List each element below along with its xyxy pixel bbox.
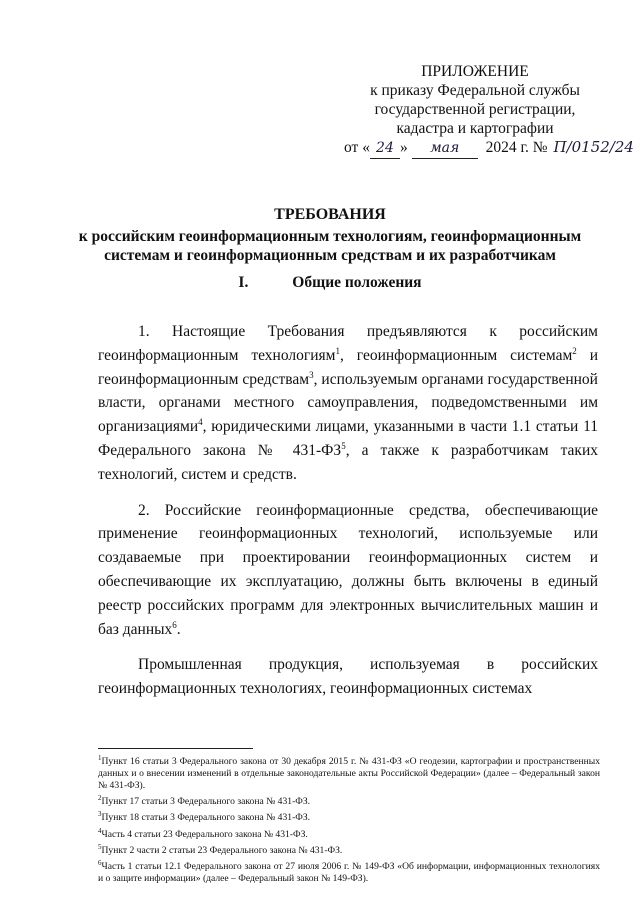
footnote-separator <box>98 748 253 749</box>
footnote-text: Пункт 16 статьи 3 Федерального закона от 30 декабря 2015 г. № 431-ФЗ «О геодезии, картографии и пространственных данных и о внесении изменений в отдельные законодательные акты Российской Федерации» (далее – Федеральный закон № 431-ФЗ). <box>98 756 600 792</box>
appendix-line-2: государственной регистрации, <box>374 101 576 118</box>
title-main: ТРЕБОВАНИЯ <box>274 206 386 223</box>
footnote-text: Часть 4 статьи 23 Федерального закона № 431-ФЗ. <box>101 828 308 840</box>
footnote-ref-5: 5 <box>341 440 346 451</box>
section-number: I. <box>238 274 249 291</box>
footnote-ref-3: 3 <box>309 369 314 380</box>
order-date-line <box>344 138 634 159</box>
p1-text-1: 1. Настоящие Требования предъявляются к российским геоинформационным технологиям <box>98 323 598 364</box>
body-text <box>98 320 598 713</box>
footnotes <box>98 752 600 885</box>
handwritten-month: мая <box>412 139 478 159</box>
footnote-ref-2: 2 <box>572 345 577 356</box>
footnote-mark: 2 <box>98 794 102 803</box>
footnote-text: Часть 1 статьи 12.1 Федерального закона от 27 июля 2006 г. № 149-ФЗ «Об информации, информационных технологиях и о защите информации» (далее – Федеральный закон № 149-ФЗ). <box>98 861 600 885</box>
appendix-line-1: к приказу Федеральной службы <box>370 82 580 99</box>
p1-text-3: и геоинформационным средствам <box>98 346 599 388</box>
p1-text-2: , геоинформационным системам <box>339 346 573 364</box>
p1-text-5: , юридическими лицами, указанными в части 1.1 статьи 11 Федерального закона № 431-ФЗ <box>98 418 598 459</box>
section-heading <box>60 274 600 292</box>
title-subtitle: к российским геоинформационным технологиям, геоинформационным системам и геоинформационным средствам и их разработчикам <box>78 228 582 264</box>
footnote-ref-4: 4 <box>198 417 203 428</box>
appendix-line-3: кадастра и картографии <box>396 120 554 137</box>
appendix-heading: ПРИЛОЖЕНИЕ <box>421 63 529 80</box>
footnote-5 <box>98 841 600 857</box>
p2-text-2: . <box>176 620 181 638</box>
footnote-mark: 4 <box>98 826 102 835</box>
footnote-2 <box>98 792 600 808</box>
handwritten-day: 24 <box>370 139 400 159</box>
document-title <box>60 205 600 265</box>
footnote-text: Пункт 2 части 2 статьи 23 Федерального закона № 431-ФЗ. <box>101 844 343 856</box>
paragraph-2 <box>98 499 598 642</box>
year-text: 2024 г. № <box>485 139 548 156</box>
p2-text-1: 2. Российские геоинформационные средства, обеспечивающие применение геоинформационных технологий, используемые или создаваемые при проектировании геоинформационных систем и обеспечивающие их эксплуатацию, должны быть включены в единый реестр российских программ для электронных вычислительных машин и баз данных <box>98 501 598 638</box>
date-prefix: от « <box>344 139 370 156</box>
footnote-text: Пункт 18 статьи 3 Федерального закона № 431-ФЗ. <box>101 812 311 824</box>
footnote-3 <box>98 808 600 824</box>
date-mid: » <box>399 139 408 156</box>
footnote-ref-6: 6 <box>172 619 177 630</box>
footnote-4 <box>98 825 600 841</box>
footnote-mark: 3 <box>98 810 102 819</box>
footnote-text: Пункт 17 статьи 3 Федерального закона № 431-ФЗ. <box>101 796 311 808</box>
paragraph-3: Промышленная продукция, используемая в российских геоинформационных технологиях, геоинформационных системах <box>98 656 598 698</box>
footnote-mark: 5 <box>98 842 102 851</box>
footnote-ref-1: 1 <box>335 345 340 356</box>
section-title: Общие положения <box>292 274 422 291</box>
paragraph-1 <box>98 320 598 487</box>
handwritten-order-number: П/0152/24 <box>553 138 634 156</box>
p1-text-6: , а также к разработчикам таких технологий, систем и средств. <box>98 441 599 483</box>
appendix-block <box>330 62 634 159</box>
footnote-6 <box>98 857 600 885</box>
footnote-mark: 6 <box>98 858 102 867</box>
footnote-1 <box>98 752 600 792</box>
p1-text-4: , используемым органами государственной власти, органами местного самоуправления, подведомственными им организациями <box>98 370 598 436</box>
footnote-mark: 1 <box>98 754 102 762</box>
